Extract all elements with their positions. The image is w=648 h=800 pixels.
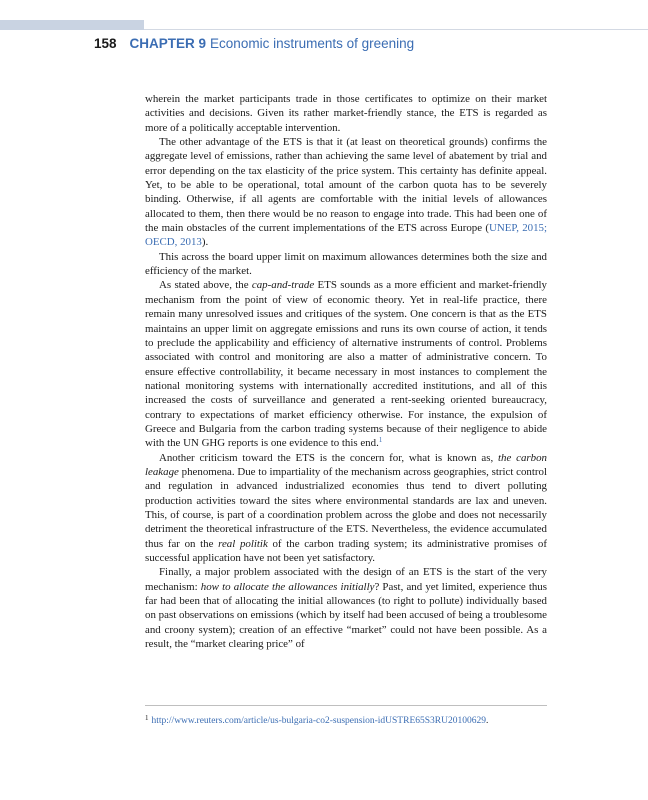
footnote-rule: [145, 705, 547, 706]
paragraph-5: [145, 451, 547, 566]
chapter-label: CHAPTER 9: [129, 36, 207, 51]
paragraph-5-emphasis: the carbon leakage: [145, 451, 547, 478]
paragraph-1: wherein the market participants trade in those certificates to optimize on their market activities and decisions. Given its rather market-friendly stance, the ETS is regarded as more of a politically acceptable intervention.: [145, 93, 547, 134]
paragraph-5-text-b: phenomena. Due to impartiality of the mechanism across geographies, strict control and regulation in advanced industrialized economies thus tend to divert polluting production activities toward the sites where environmental standards are lax and uneven. This, of course, is part of a coordination problem across the globe and does not necessarily detriment the theoretical infrastructure of the ETS. Nevertheless, the evidence accumulated thus far on the: [145, 465, 547, 550]
paragraph-2: [145, 135, 547, 250]
paragraph-6: [145, 565, 547, 651]
header-band: [0, 20, 144, 30]
chapter-title: Economic instruments of greening: [210, 36, 415, 51]
footnote-end: .: [485, 716, 489, 726]
paragraph-4-text-a: As stated above, the: [159, 279, 252, 292]
paragraph-2-text: The other advantage of the ETS is that it (at least on theoretical grounds) confirms the aggregate level of emissions, rather than achieving the same level of abatement by trial and error depending on the tax elasticity of the price system. This certainty has definite appeal. Yet, to be able to be operational, total amount of the carbon quota has to be severely binding. Otherwise, if all agents are comfortable with the initial levels of allowances allocated to them, then there would be no reason to engage into trade. This had been one of the main obstacles of the current implementations of the ETS across Europe (: [145, 136, 547, 235]
footnote-number: 1: [145, 714, 149, 722]
body-text: [145, 92, 547, 651]
paragraph-2-end: ).: [201, 236, 209, 249]
paragraph-4: [145, 278, 547, 450]
paragraph-6-emphasis: how to allocate the allowances initially: [200, 580, 375, 593]
page-number: 158: [94, 36, 117, 51]
paragraph-5-text-c: of the carbon trading system; its administrative promises of successful application have not been yet satisfactory.: [145, 537, 547, 564]
paragraph-6-text-a: Finally, a major problem associated with the design of an ETS is the start of the very mechanism:: [145, 566, 547, 593]
footnote-ref[interactable]: 1: [378, 436, 383, 445]
paragraph-5-text-a: Another criticism toward the ETS is the concern for, what is known as,: [159, 451, 499, 464]
footnote: [145, 712, 547, 727]
paragraph-4-emphasis: cap-and-trade: [251, 279, 315, 292]
paragraph-3: This across the board upper limit on maximum allowances determines both the size and efficiency of the market.: [145, 250, 547, 278]
paragraph-5-emphasis-2: real politik: [218, 537, 268, 550]
paragraph-6-text-b: ? Past, and yet limited, experience thus far had been that of allocating the initial allowances (to right to pollute) individually based on past observations on emissions (which by itself had been accused of being a troublesome and croony system); creation of an effective “market” could not have been possible. As a result, the “market clearing price” of: [145, 580, 547, 651]
header-rule: [144, 29, 648, 30]
paragraph-4-text-b: ETS sounds as a more efficient and market-friendly mechanism from the point of view of economic theory. Yet in real-life practice, there remain many unresolved issues and critiques of the system. One concern is that as the ETS maintains an upper limit on aggregate emissions and runs its own course of action, it tends to preclude the applicability and efficiency of alternative instruments of control. Problems associated with control and monitoring are also a matter of administrative concern. To ensure effective controllability, it became necessary in most instances to complement the national monitoring systems with internationally accredited institutions, and all of this increased the costs of surveillance and generated a rent-seeking oriented bureaucracy, contrary to expectations of market efficiency otherwise. For instance, the expulsion of Greece and Bulgaria from the carbon trading systems because of their negligence to abide with the UN GHG reports is one evidence to this end.: [145, 279, 547, 450]
citation-link[interactable]: UNEP, 2015; OECD, 2013: [145, 222, 548, 249]
running-head: [94, 36, 414, 52]
footnote-link[interactable]: http://www.reuters.com/article/us-bulgaria-co2-suspension-idUSTRE65S3RU20100629: [151, 716, 486, 726]
